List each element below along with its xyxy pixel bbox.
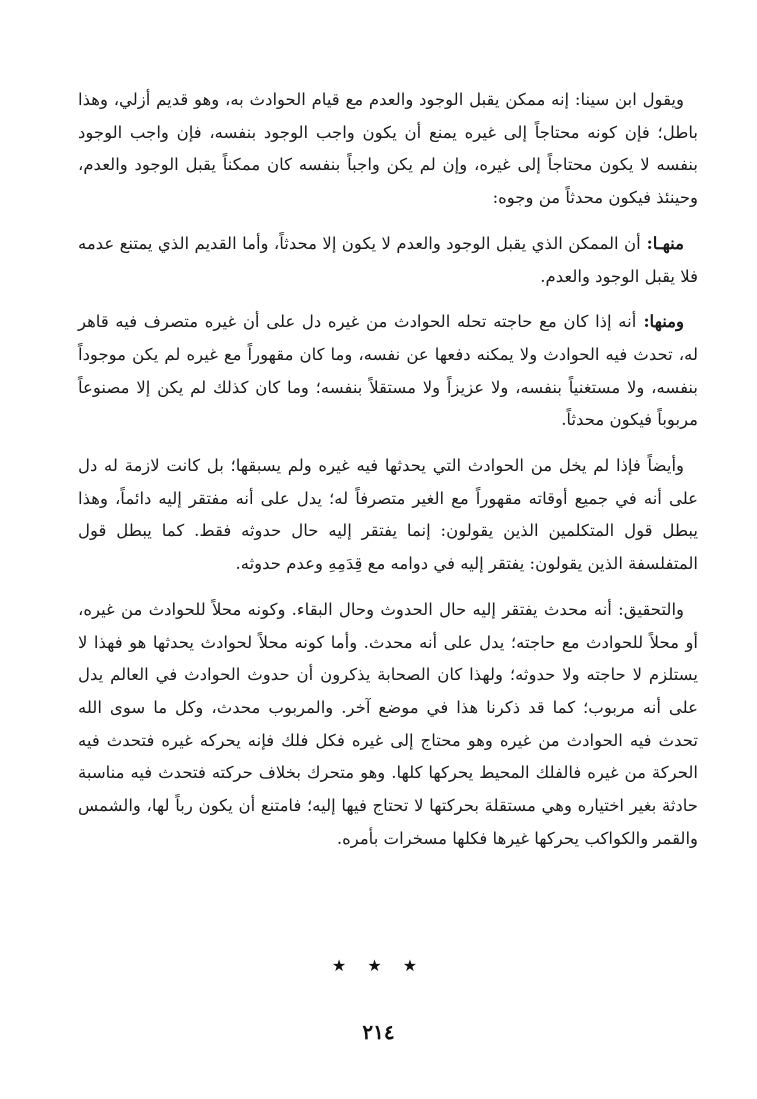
page-number: ٢١٤	[362, 1020, 395, 1044]
paragraph-2-text: أن الممكن الذي يقبل الوجود والعدم لا يكون إلا محدثاً، وأما القديم الذي يمتنع عدمه فلا يقبل الوجود والعدم.	[78, 233, 698, 286]
paragraph-5	[78, 594, 698, 856]
paragraph-3-text: أنه إذا كان مع حاجته تحله الحوادث من غيره دل على أن غيره متصرف فيه قاهر له، تحدث فيه الحوادث ولا يمكنه دفعها عن نفسه، وما كان مقهوراً مع غيره لم يكن موجوداً بنفسه، ولا مستغنياً بنفسه، ولا عزيزاً ولا مستقلاً بنفسه؛ وما كان كذلك لم يكن إلا مصنوعاً مربوباً فيكون محدثاً.	[78, 312, 698, 430]
paragraph-2-lead: منهـا:	[640, 233, 685, 253]
paragraph-3	[78, 306, 698, 437]
section-separator-stars: ★ ★ ★	[331, 956, 426, 975]
paragraph-5-text: والتحقيق: أنه محدث يفتقر إليه حال الحدوث وحال البقاء. وكونه محلاً للحوادث من غيره، أو محلاً للحوادث مع حاجته؛ يدل على أنه محدث. وأما كونه محلاً لحوادث يحدثها هو فهذا لا يستلزم لا حاجته ولا حدوثه؛ ولهذا كان الصحابة يذكرون أن حدوث الحوادث في العالم يدل على أنه مربوب؛ كما قد ذكرنا هذا في موضع آخر. والمربوب محدث، وكل ما سوى الله تحدث فيه الحوادث من غيره وهو محتاج إلى غيره فكل فلك فإنه يحركه غيره فتحدث فيه الحركة من غيره فالفلك المحيط يحركها كلها. وهو متحرك بخلاف حركته فتحدث فيه مناسبة حادثة بغير اختياره وهي مستقلة بحركتها لا تحتاج فيها إليه؛ فامتنع أن يكون رباً لها، والشمس والقمر والكواكب يحركها غيرها فكلها مسخرات بأمره.	[78, 599, 698, 848]
body-text	[78, 84, 698, 865]
paragraph-1	[78, 84, 698, 215]
paragraph-1-text: ويقول ابن سينا: إنه ممكن يقبل الوجود والعدم مع قيام الحوادث به، وهو قديم أزلي، وهذا باطل؛ فإن كونه محتاجاً إلى غيره يمنع أن يكون واجب الوجود بنفسه، فإن واجب الوجود بنفسه لا يكون محتاجاً إلى غيره، وإن لم يكن واجباً بنفسه كان ممكناً يقبل الوجود والعدم، وحينئذ فيكون محدثاً من وجوه:	[78, 90, 698, 208]
paragraph-3-lead: ومنها:	[636, 312, 684, 332]
paragraph-2	[78, 228, 698, 293]
paragraph-4-text: وأيضاً فإذا لم يخل من الحوادث التي يحدثها فيه غيره ولم يسبقها؛ بل كانت لازمة له دل على أنه في جميع أوقاته مقهوراً مع الغير متصرفاً له؛ يدل على أنه مفتقر إليه دائماً، وهذا يبطل قول المتكلمين الذين يقولون: إنما يفتقر إليه حال حدوثه فقط. كما يبطل قول المتفلسفة الذين يقولون: يفتقر إليه في دوامه مع قِدَمِهِ وعدم حدوثه.	[78, 456, 698, 574]
paragraph-4	[78, 450, 698, 581]
